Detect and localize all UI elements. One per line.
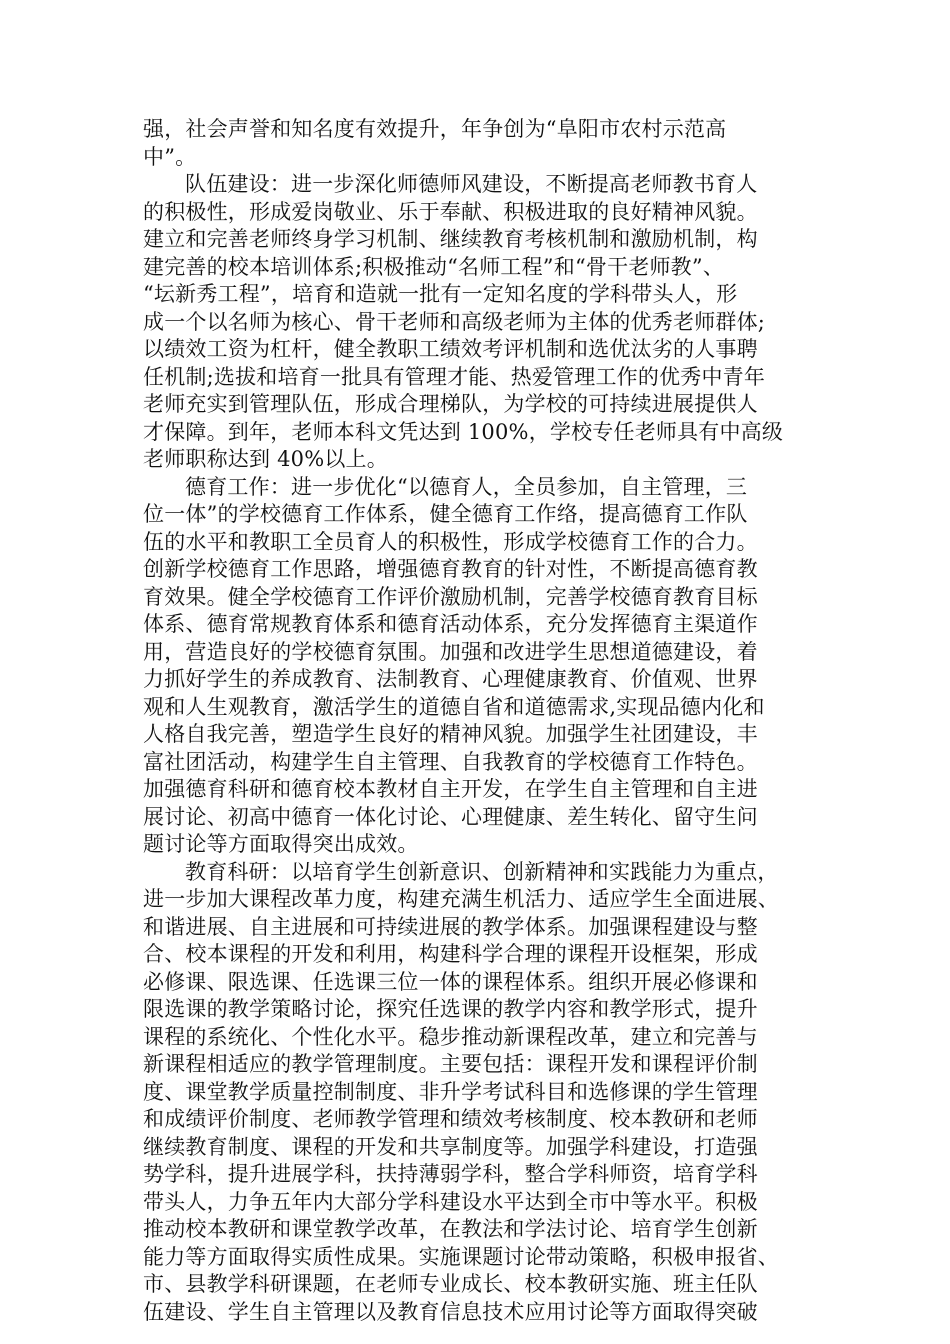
paragraph-p1: [143, 171, 808, 474]
text-line: 老师职称达到 40%以上。: [143, 447, 388, 471]
text-line: 能力等方面取得实质性成果。实施课题讨论带动策略，积极申报省、: [143, 1244, 779, 1269]
paragraph-p2: [143, 474, 808, 859]
text-line: 育效果。健全学校德育工作评价激励机制，完善学校德育教育目标: [143, 584, 758, 609]
text-line: 伍建设、学生自主管理以及教育信息技术应用讨论等方面取得突破: [143, 1299, 758, 1324]
text-line: 富社团活动，构建学生自主管理、自我教育的学校德育工作特色。: [143, 749, 758, 774]
text-line: 用，营造良好的学校德育氛围。加强和改进学生思想道德建设，着: [143, 639, 758, 664]
text-line: 课程的系统化、个性化水平。稳步推动新课程改革，建立和完善与: [143, 1024, 758, 1049]
text-line: 以绩效工资为杠杆，健全教职工绩效考评机制和选优汰劣的人事聘: [143, 337, 758, 361]
text-line: 建立和完善老师终身学习机制、继续教育考核机制和激励机制，构: [143, 227, 758, 251]
document-body: [143, 116, 808, 1326]
paragraph-p3: [143, 859, 808, 1327]
text-line: “坛新秀工程”，培育和造就一批有一定知名度的学科带头人，形: [143, 282, 738, 306]
text-line: 位一体”的学校德育工作体系，健全德育工作络，提高德育工作队: [143, 502, 748, 526]
text-line: 中”。: [143, 144, 197, 169]
text-line: 人格自我完善，塑造学生良好的精神风貌。加强学生社团建设，丰: [143, 722, 758, 746]
text-line: 才保障。到年，老师本科文凭达到 100%，学校专任老师具有中高级: [143, 419, 784, 444]
paragraph-p0: [143, 116, 808, 171]
text-line: 的积极性，形成爱岗敬业、乐于奉献、积极进取的良好精神风貌。: [143, 199, 758, 224]
text-line: 带头人，力争五年内大部分学科建设水平达到全市中等水平。积极: [143, 1189, 758, 1214]
text-line: 和谐进展、自主进展和可持续进展的教学体系。加强课程建设与整: [143, 914, 758, 939]
text-line: 展讨论、初高中德育一体化讨论、心理健康、差生转化、留守生问: [143, 804, 758, 829]
text-line: 合、校本课程的开发和利用，构建科学合理的课程开设框架，形成: [143, 942, 758, 966]
text-line: 创新学校德育工作思路，增强德育教育的针对性，不断提高德育教: [143, 557, 758, 581]
text-line: 限选课的教学策略讨论，探究任选课的教学内容和教学形式，提升: [143, 997, 758, 1021]
text-line: 强，社会声誉和知名度有效提升，年争创为“阜阳市农村示范高: [143, 117, 727, 141]
text-line: 建完善的校本培训体系;积极推动“名师工程”和“骨干老师教”、: [143, 254, 725, 279]
text-line: 伍的水平和教职工全员育人的积极性，形成学校德育工作的合力。: [143, 529, 758, 554]
text-line: 度、课堂教学质量控制制度、非升学考试科目和选修课的学生管理: [143, 1079, 758, 1104]
text-line: 势学科，提升进展学科，扶持薄弱学科，整合学科师资，培育学科: [143, 1162, 758, 1186]
text-line: 和成绩评价制度、老师教学管理和绩效考核制度、校本教研和老师: [143, 1107, 758, 1131]
text-line: 加强德育科研和德育校本教材自主开发，在学生自主管理和自主进: [143, 777, 758, 801]
text-line: 观和人生观教育，激活学生的道德自省和道德需求,实现品德内化和: [143, 694, 765, 719]
text-line: 推动校本教研和课堂教学改革，在教法和学法讨论、培育学生创新: [143, 1217, 758, 1241]
text-line: 德育工作：进一步优化“以德育人，全员参加，自主管理，三: [185, 474, 748, 499]
text-line: 新课程相适应的教学管理制度。主要包括：课程开发和课程评价制: [143, 1052, 758, 1076]
text-line: 教育科研：以培育学生创新意识、创新精神和实践能力为重点，: [185, 859, 779, 884]
text-line: 成一个以名师为核心、骨干老师和高级老师为主体的优秀老师群体;: [143, 309, 766, 334]
text-line: 任机制;选拔和培育一批具有管理才能、热爱管理工作的优秀中青年: [143, 364, 766, 389]
text-line: 进一步加大课程改革力度，构建充满生机活力、适应学生全面进展、: [143, 887, 779, 911]
text-line: 题讨论等方面取得突出成效。: [143, 832, 419, 856]
text-line: 力抓好学生的养成教育、法制教育、心理健康教育、价值观、世界: [143, 667, 758, 691]
text-line: 市、县教学科研课题，在老师专业成长、校本教研实施、班主任队: [143, 1272, 758, 1296]
text-line: 必修课、限选课、任选课三位一体的课程体系。组织开展必修课和: [143, 969, 758, 994]
text-line: 体系、德育常规教育体系和德育活动体系，充分发挥德育主渠道作: [143, 612, 758, 636]
text-line: 继续教育制度、课程的开发和共享制度等。加强学科建设，打造强: [143, 1134, 758, 1159]
text-line: 老师充实到管理队伍，形成合理梯队，为学校的可持续进展提供人: [143, 392, 758, 416]
text-line: 队伍建设：进一步深化师德师风建设，不断提高老师教书育人: [185, 172, 758, 196]
